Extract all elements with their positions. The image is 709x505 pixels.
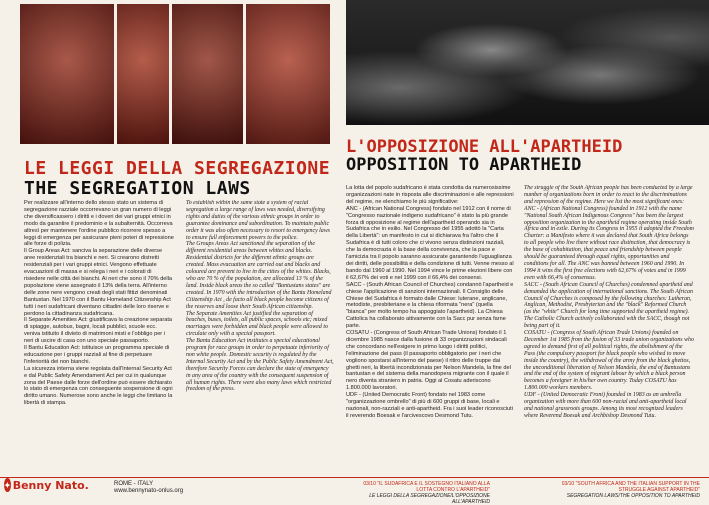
paragraph: UDF - (United Democratic Front) founded in 1983 as an umbrella organization with more than 600 non-racial and anti-apartheid local and national grassroots groups. Among its most recognized leaders where Reverend Boesak and Archbishop Desmond Tutu. (524, 392, 687, 419)
left-title-italian: LE LEGGI DELLA SEGREGAZIONE (24, 158, 331, 179)
photo-portrait-4 (246, 4, 330, 144)
right-title-english: OPPOSITION TO APARTHEID (346, 155, 582, 175)
photo-portrait-1 (20, 4, 114, 144)
photo-portrait-3 (172, 4, 243, 144)
footer-english-caption (540, 481, 700, 499)
caption-subline: LE LEGGI DELLA SEGREGAZIONE/L'OPPOSIZIONE ALL'APARTHEID (369, 493, 490, 505)
protest-crowd-photo (346, 0, 709, 125)
paragraph: SACC - (South African Council of Churches) condemned apartheid and demanded the application of international sanctions. The South African Council of Churches is composed by the following churches: Lutheran, Anglican, Methodist, Presbyterian and the "black" Reformed Church (as the "white" Church for long time supported the apartheid regime). The Catholic Church actively collaborated with the SACC, though not being part of it. (524, 281, 693, 330)
paragraph: ANC - (African National Congress) fondato nel 1912 con il nome di "Congresso nazionale indigeno sudafricano" è stato la più grande forza di opposizione al regime dell'apartheid operando sia in Sudafrica che in esilio. Nel Congresso del 1955 adottò la "Carta della Libertà": un manifesto in cui si dichiarava fra l'altro che il Sudafrica è di tutti coloro che ci vivono senza distinzioni razziali, che la democrazia è la base della convivenza, che la pace e l'amicizia tra il popolo saranno assicurate garantendo l'uguaglianza dei diritti, delle possibilità e della condizione di tutti. Venne messo al bando dal 1960 al 1990. Nel 1994 vince le prime elezioni libere con il 62,67% dei voti e nel 1999 con il 66,4% dei consensi. (346, 205, 514, 281)
paragraph: Il Separate Amenities Act: giustificava la creazione separata di spiagge, autobus, bagni, locali pubblici, scuole ecc. veniva istituito il divieto di matrimoni misti e l'obbligo per i neri di uscire di casa con uno speciale passaporto. (24, 317, 173, 345)
footer-divider (0, 477, 709, 478)
left-italian-column (24, 200, 174, 462)
paragraph: The struggle of the South African people has been conducted by a large number of organizations born in order to react to the discriminations and repression of the regime. Here we list the most significant ones: (524, 185, 693, 205)
footer-location (114, 481, 183, 495)
logo-text: Benny Nato. (12, 478, 89, 492)
paragraph: COSATU - (Congress of South African Trade Unions) founded on December 1st 1985 from the fusion of 33 trade union organizations who agreed to demand first of all political rights, the abolishment of the Pass (the compulsory passport for black people who wished to move inside the country), the withdrawal of the army from the black ghettos, the unconditional liberation of Nelson Mandela, the end of Bantustans and the end of the system of migrant labour by which a black person becomes a foreigner in his/her own country. Today COSATU has 1.800.000 workers members. (524, 330, 694, 392)
paragraph: The Separate Amenities Act justified the separation of beaches, buses, toilets, all public spaces, schools etc; mixed marriages were forbidden and black people were allowed to circulate only with a special passport. (186, 310, 328, 338)
paragraph: Il Group Areas Act: sanciva la separazione delle diverse aree residenziali tra bianchi e neri. Si crearono distretti residenziali per i vari gruppi etnici. Vengono effettuate evacuazioni di massa e si relega i neri e i colorati di risiedere nelle città dei bianchi. Ai neri che sono il 70% della popolazione viene assegnato il 13% della terra. All'interno delle zone nere vengono creati degli stati fittizi denominati Bantustan. Nel 1970 con il Bantu Homeland Citizenship Act tutti i neri sudafricani diventano cittadini delle loro riserve e perdono la cittadinanza sudafricana. (24, 248, 173, 317)
organization-logo (4, 476, 89, 494)
paragraph: The Groups Areas Act sanctioned the separation of the different residential areas between whites and blacks. Residential districts for the different ethnic groups are created. Mass evacuation are carried out and blacks and coloured are prevent to live in the cities of the whites. Blacks, who are 70 % of the population, are allocated 13 % of the land. Inside black areas the so called "Bantustans states" are created. In 1970 with the introduction of the Bantu Homeland Citizenship Act , de facto all black people become citizens of the reserves and loose their South African citizenship. (186, 241, 332, 310)
paragraph: La sicurezza interna viene regolata dall'Internal Security Act e dal Public Safety Amendament Act per cui in qualunque zona del Paese dalle forze dell'ordine può essere dichiarato lo stato di emergenza con conseguente sospensione di ogni diritto umano. Numerose sono anche le leggi che limitano la libertà di stampa. (24, 365, 173, 407)
caption-subline: SEGREGATION LAWS/THE OPPOSITION TO APARTHEID (566, 493, 700, 499)
logo-emblem-icon: ✦ (4, 478, 11, 492)
paragraph: SACC - (South African Council of Churches) condannò l'apartheid e chiese l'applicazione di sanzioni internazionali. Il Consiglio delle Chiese del Sudafrica è formato dalle Chiese: luterane, anglicane, metodiste, presbiteriane e la chiesa riformata "nera" (quella "bianca" per molto tempo ha appoggiato l'apartheid). La Chiesa Cattolica ha collaborato attivamente con la Sacc pur senza farne parte. (346, 281, 514, 330)
paragraph: Il Bantu Education Act: istituisce un programma speciale di educazione per i gruppi razziali al fine di perpetuare l'inferiorità dei non bianchi. (24, 345, 170, 365)
photo-portrait-2 (117, 4, 168, 144)
caption-line: 03/10 "IL SUDAFRICA E IL SOSTEGNO ITALIANO ALLA LOTTA CONTRO L'APARTHEID" (363, 481, 490, 493)
right-title-italian: L'OPPOSIZIONE ALL'APARTHEID (346, 137, 623, 157)
paragraph: COSATU - (Congress of South African Trade Unions) fondato il 1 dicembre 1985 nasce dalla fusione di 33 organizzazioni sindacali che concordano nell'esigere in primo luogo i diritti politici, l'eliminazione dei pass (il passaporto obbligatorio per i neri che vogliono spostarsi all'interno del paese) il ritiro delle truppe dai ghetti neri, la libertà incondizionata per Nelson Mandela, la fine del bantustan e del sistema della manodopera migrante con il quale il nero diventa straniero in patria. Oggi al Cosatu aderiscono 1.800.000 lavoratori. (346, 330, 511, 392)
left-english-column (186, 200, 334, 462)
segregation-photo-strip (20, 4, 330, 144)
paragraph: To establish within the same state a system of racial segregation a large range of laws was needed, diversifying rights and duties of the various ethnic groups in order to guarantee dominance and subordination. To maintain public order it was also often necessary to resort to emergency laws to ensure full enforcement powers to the police. (186, 200, 330, 241)
paragraph: UDF - (United Democratic Front) fondato nel 1983 come "organizzazione ombrello" di più di 600 gruppi di base, locali e nazionali, non-razziali e anti-apartheid. Fra i suoi leader riconosciuti il reverendo Boesak e l'arcivescovo Desmond Tutu. (346, 392, 513, 419)
paragraph: ANC - (African National Congress) founded in 1912 with the name "National South African Indigenous Congress" has been the largest opposition organization to the apartheid regime operating inside South Africa and in exile. During its Congress in 1955 it adopted the Freedom Charter: a Manifesto where it was declared that South Africa belongs to all people who live there without race distinction, that democracy is the base of cohabitation, that peace and friendship between people should be guaranteed through equal rights, opportunities and conditions for all. The ANC was banned between 1960 and 1990. In 1994 it wins the first free elections with 62,67% of votes and in 1999 even with 66,4% of consensus. (524, 205, 694, 281)
paragraph: La lotta del popolo sudafricano è stata condotta da numerosissime organizzazioni nate in risposta alle discriminazioni e alle repressioni del regime, ne elenchiamo le più significative: (346, 185, 514, 205)
paragraph: The Bantu Education Act institutes a special educational program for race groups in order to perpetuate inferiority of non white people. Domestic security is regulated by the Internal Security Act and by the Public Safety Amendment Act, therefore Security Forces can declare the state of emergency in any area of the country with the consequent suspension of all human rights. There were also many laws which restricted freedom of the press. (186, 338, 334, 393)
right-english-column (524, 185, 694, 468)
footer-italian-caption (360, 481, 490, 505)
left-title-english: THE SEGREGATION LAWS (24, 178, 251, 199)
caption-line: 03/10 "SOUTH AFRICA AND THE ITALIAN SUPPORT IN THE STRUGGLE AGAINST APARTHEID" (561, 481, 700, 493)
website-link[interactable]: www.bennynato-onlus.org (114, 488, 184, 494)
right-italian-column (346, 185, 514, 468)
paragraph: Per realizzare all'interno dello stesso stato un sistema di segregazione razziale occorrevano un gran numero di leggi che diversificassero i diritti e i doveri dei vari gruppi etnici in modo da garantire il predominio e la subalternità. Occorreva altresì per mantenere l'ordine pubblico ricorrere spesso a leggi di emergenza per assicurare pieni poteri di repressione alle forze di polizia. (24, 200, 174, 248)
location-text: ROME - ITALY (114, 481, 154, 487)
